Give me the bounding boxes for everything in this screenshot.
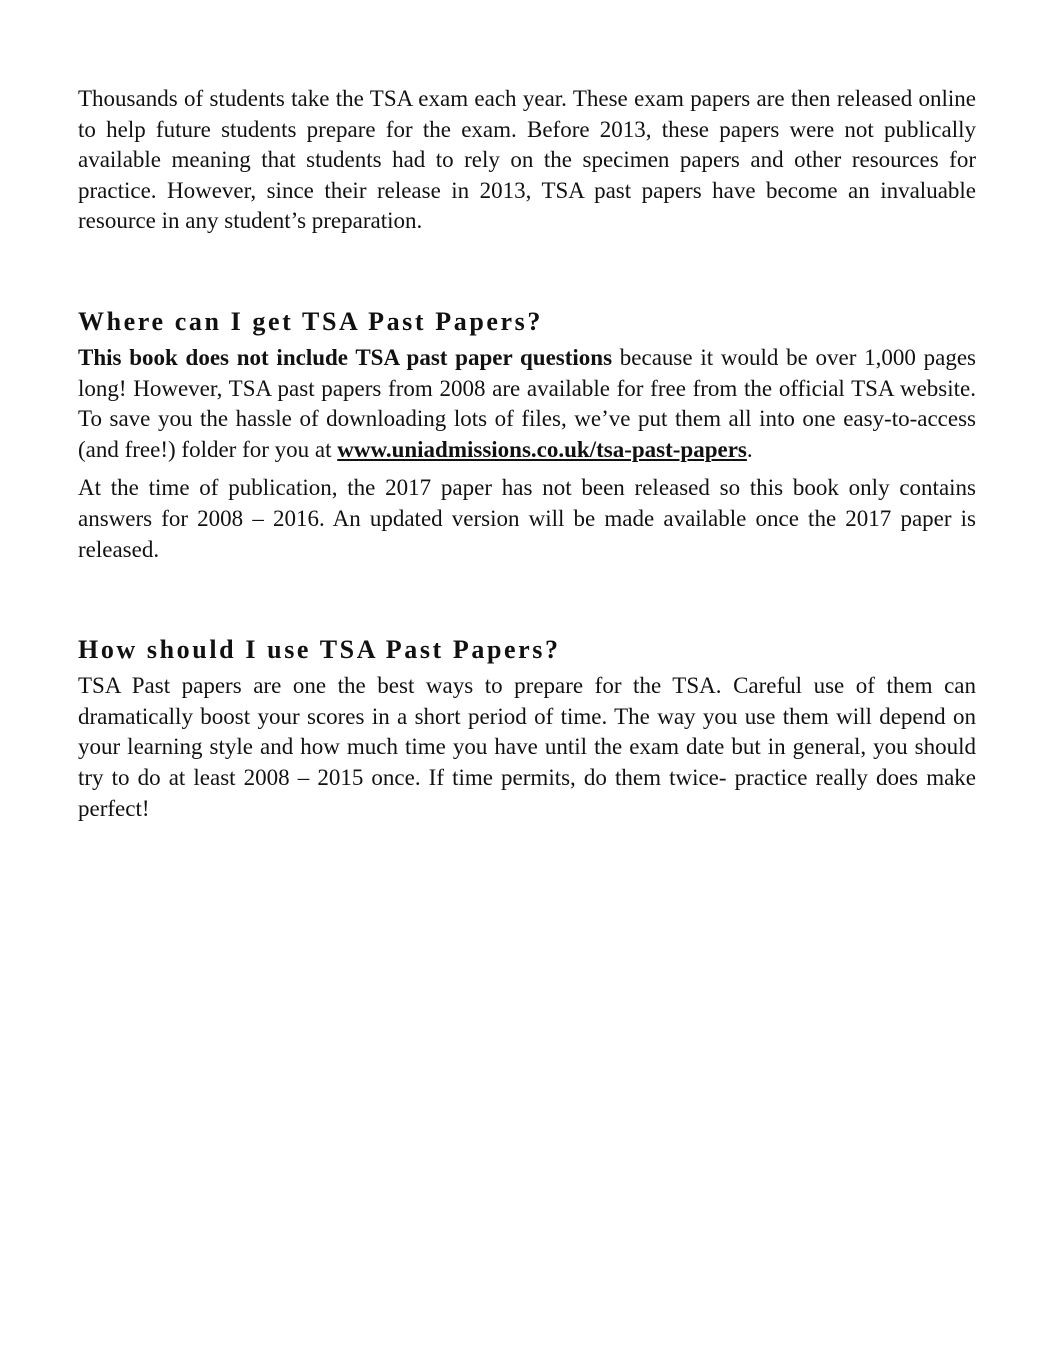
where-paragraph-1 [78, 343, 976, 465]
where-paragraph-2: At the time of publication, the 2017 paper has not been released so this book only contains answers for 2008 – 2016. An updated version will be made available once the 2017 paper is released. [78, 475, 976, 562]
bold-note: This book does not include TSA past paper questions [78, 344, 613, 370]
past-papers-link[interactable]: www.uniadmissions.co.uk/tsa-past-papers [337, 436, 747, 462]
where-paragraph-1-text: because it would be over 1,000 pages long! However, TSA past papers from 2008 are available for free from the official TSA website. To save you the hassle of downloading lots of files, we’ve put them all into one easy-to-access (and free!) folder for you at [78, 344, 976, 462]
where-paragraph-1-end: . [746, 436, 753, 462]
how-paragraph-1: TSA Past papers are one the best ways to prepare for the TSA. Careful use of them can dramatically boost your scores in a short period of time. The way you use them will depend on your learning style and how much time you have until the exam date but in general, you should try to do at least 2008 – 2015 once. If time permits, do them twice- practice really does make perfect! [78, 673, 976, 821]
intro-paragraph: Thousands of students take the TSA exam each year. These exam papers are then released online to help future students prepare for the exam. Before 2013, these papers were not publically available meaning that students had to rely on the specimen papers and other resources for practice. However, since their release in 2013, TSA past papers have become an invaluable resource in any student’s preparation. [78, 86, 976, 234]
section-heading-how: How should I use TSA Past Papers? [78, 635, 561, 665]
section-heading-where: Where can I get TSA Past Papers? [78, 306, 543, 336]
document-page [78, 84, 976, 824]
